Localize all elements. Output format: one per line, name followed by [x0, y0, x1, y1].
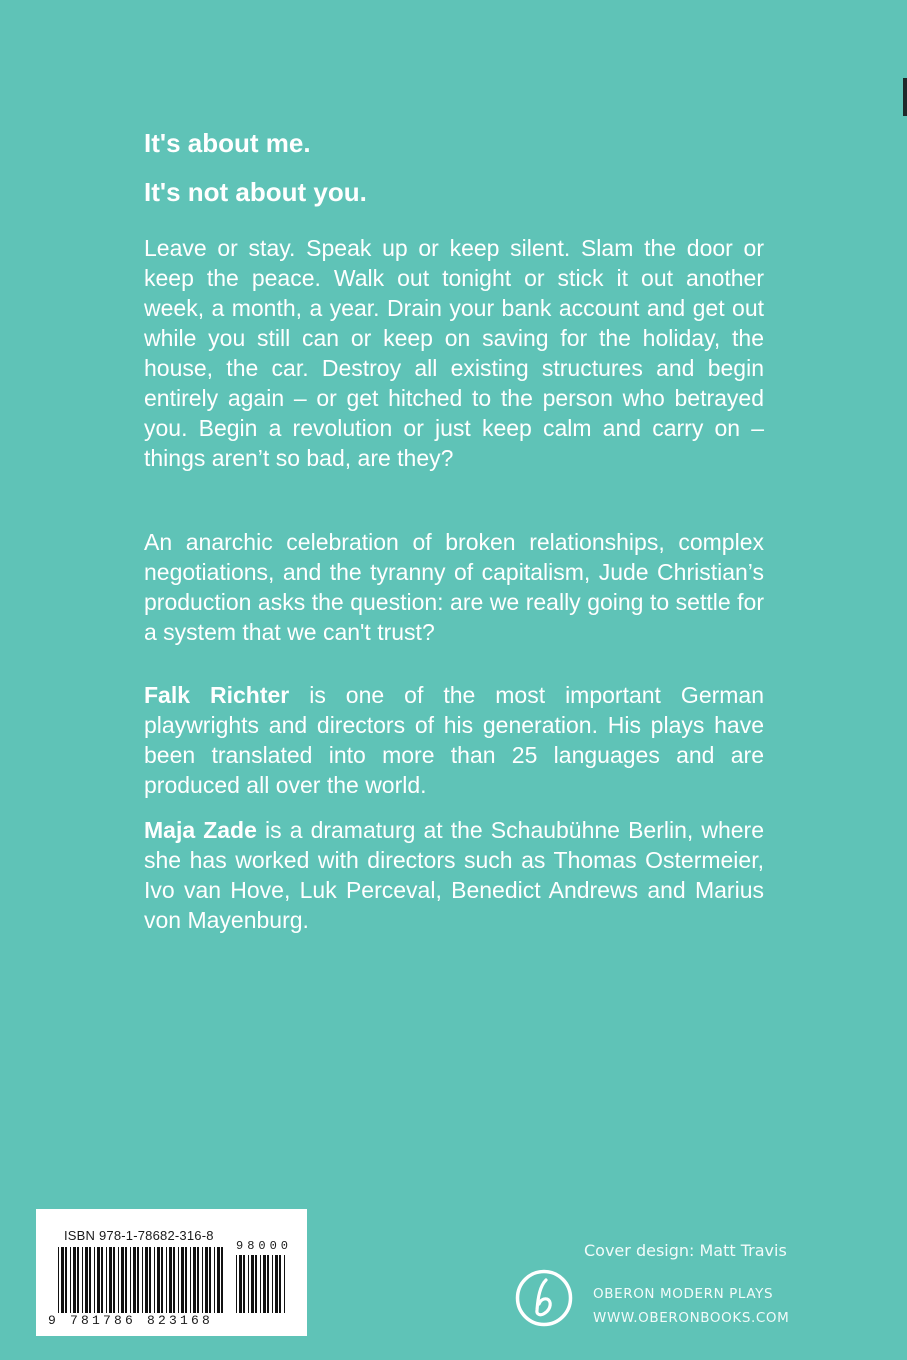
ean-digits: 9 781786 823168: [48, 1313, 214, 1328]
author-name: Falk Richter: [144, 682, 290, 708]
barcode-addon-number: 98000: [236, 1239, 293, 1253]
translator-bio-text: is a dramaturg at the Schaubühne Berlin, where she has worked with directors such as Thomas Ostermeier, Ivo van Hove, Luk Perceval, Benedict Andrews and Marius von Mayenburg.: [144, 817, 764, 933]
author-bio-text: is one of the most important German playwrights and directors of his generation. His plays have been translated into more than 25 languages and are produced all over the world.: [144, 682, 765, 798]
publisher-website: WWW.OBERONBOOKS.COM: [593, 1310, 790, 1326]
barcode-box: [36, 1209, 307, 1336]
translator-name: Maja Zade: [144, 817, 257, 843]
oberon-logo-icon: [515, 1269, 573, 1327]
isbn-label: ISBN 978-1-78682-316-8: [64, 1228, 214, 1243]
tagline-line-2: It's not about you.: [144, 177, 367, 207]
tagline-line-1: It's about me.: [144, 128, 311, 158]
blurb-paragraph-2: An anarchic celebration of broken relationships, complex negotiations, and the tyranny of capitalism, Jude Christian’s production asks the question: are we really going to settle for a system that we can't trust?: [144, 529, 764, 645]
translator-bio: [144, 815, 764, 935]
cover-design-credit: Cover design: Matt Travis: [584, 1241, 787, 1260]
edge-mark: [903, 78, 907, 116]
author-bio: [144, 680, 764, 800]
series-name: OBERON MODERN PLAYS: [593, 1286, 774, 1302]
blurb-paragraph-1: Leave or stay. Speak up or keep silent. Slam the door or keep the peace. Walk out tonight or stick it out another week, a month, a year. Drain your bank account and get out while you still can or keep on saving for the holiday, the house, the car. Destroy all existing structures and begin entirely again – or get hitched to the person who betrayed you. Begin a revolution or just keep calm and carry on – things aren’t so bad, are they?: [144, 235, 764, 471]
